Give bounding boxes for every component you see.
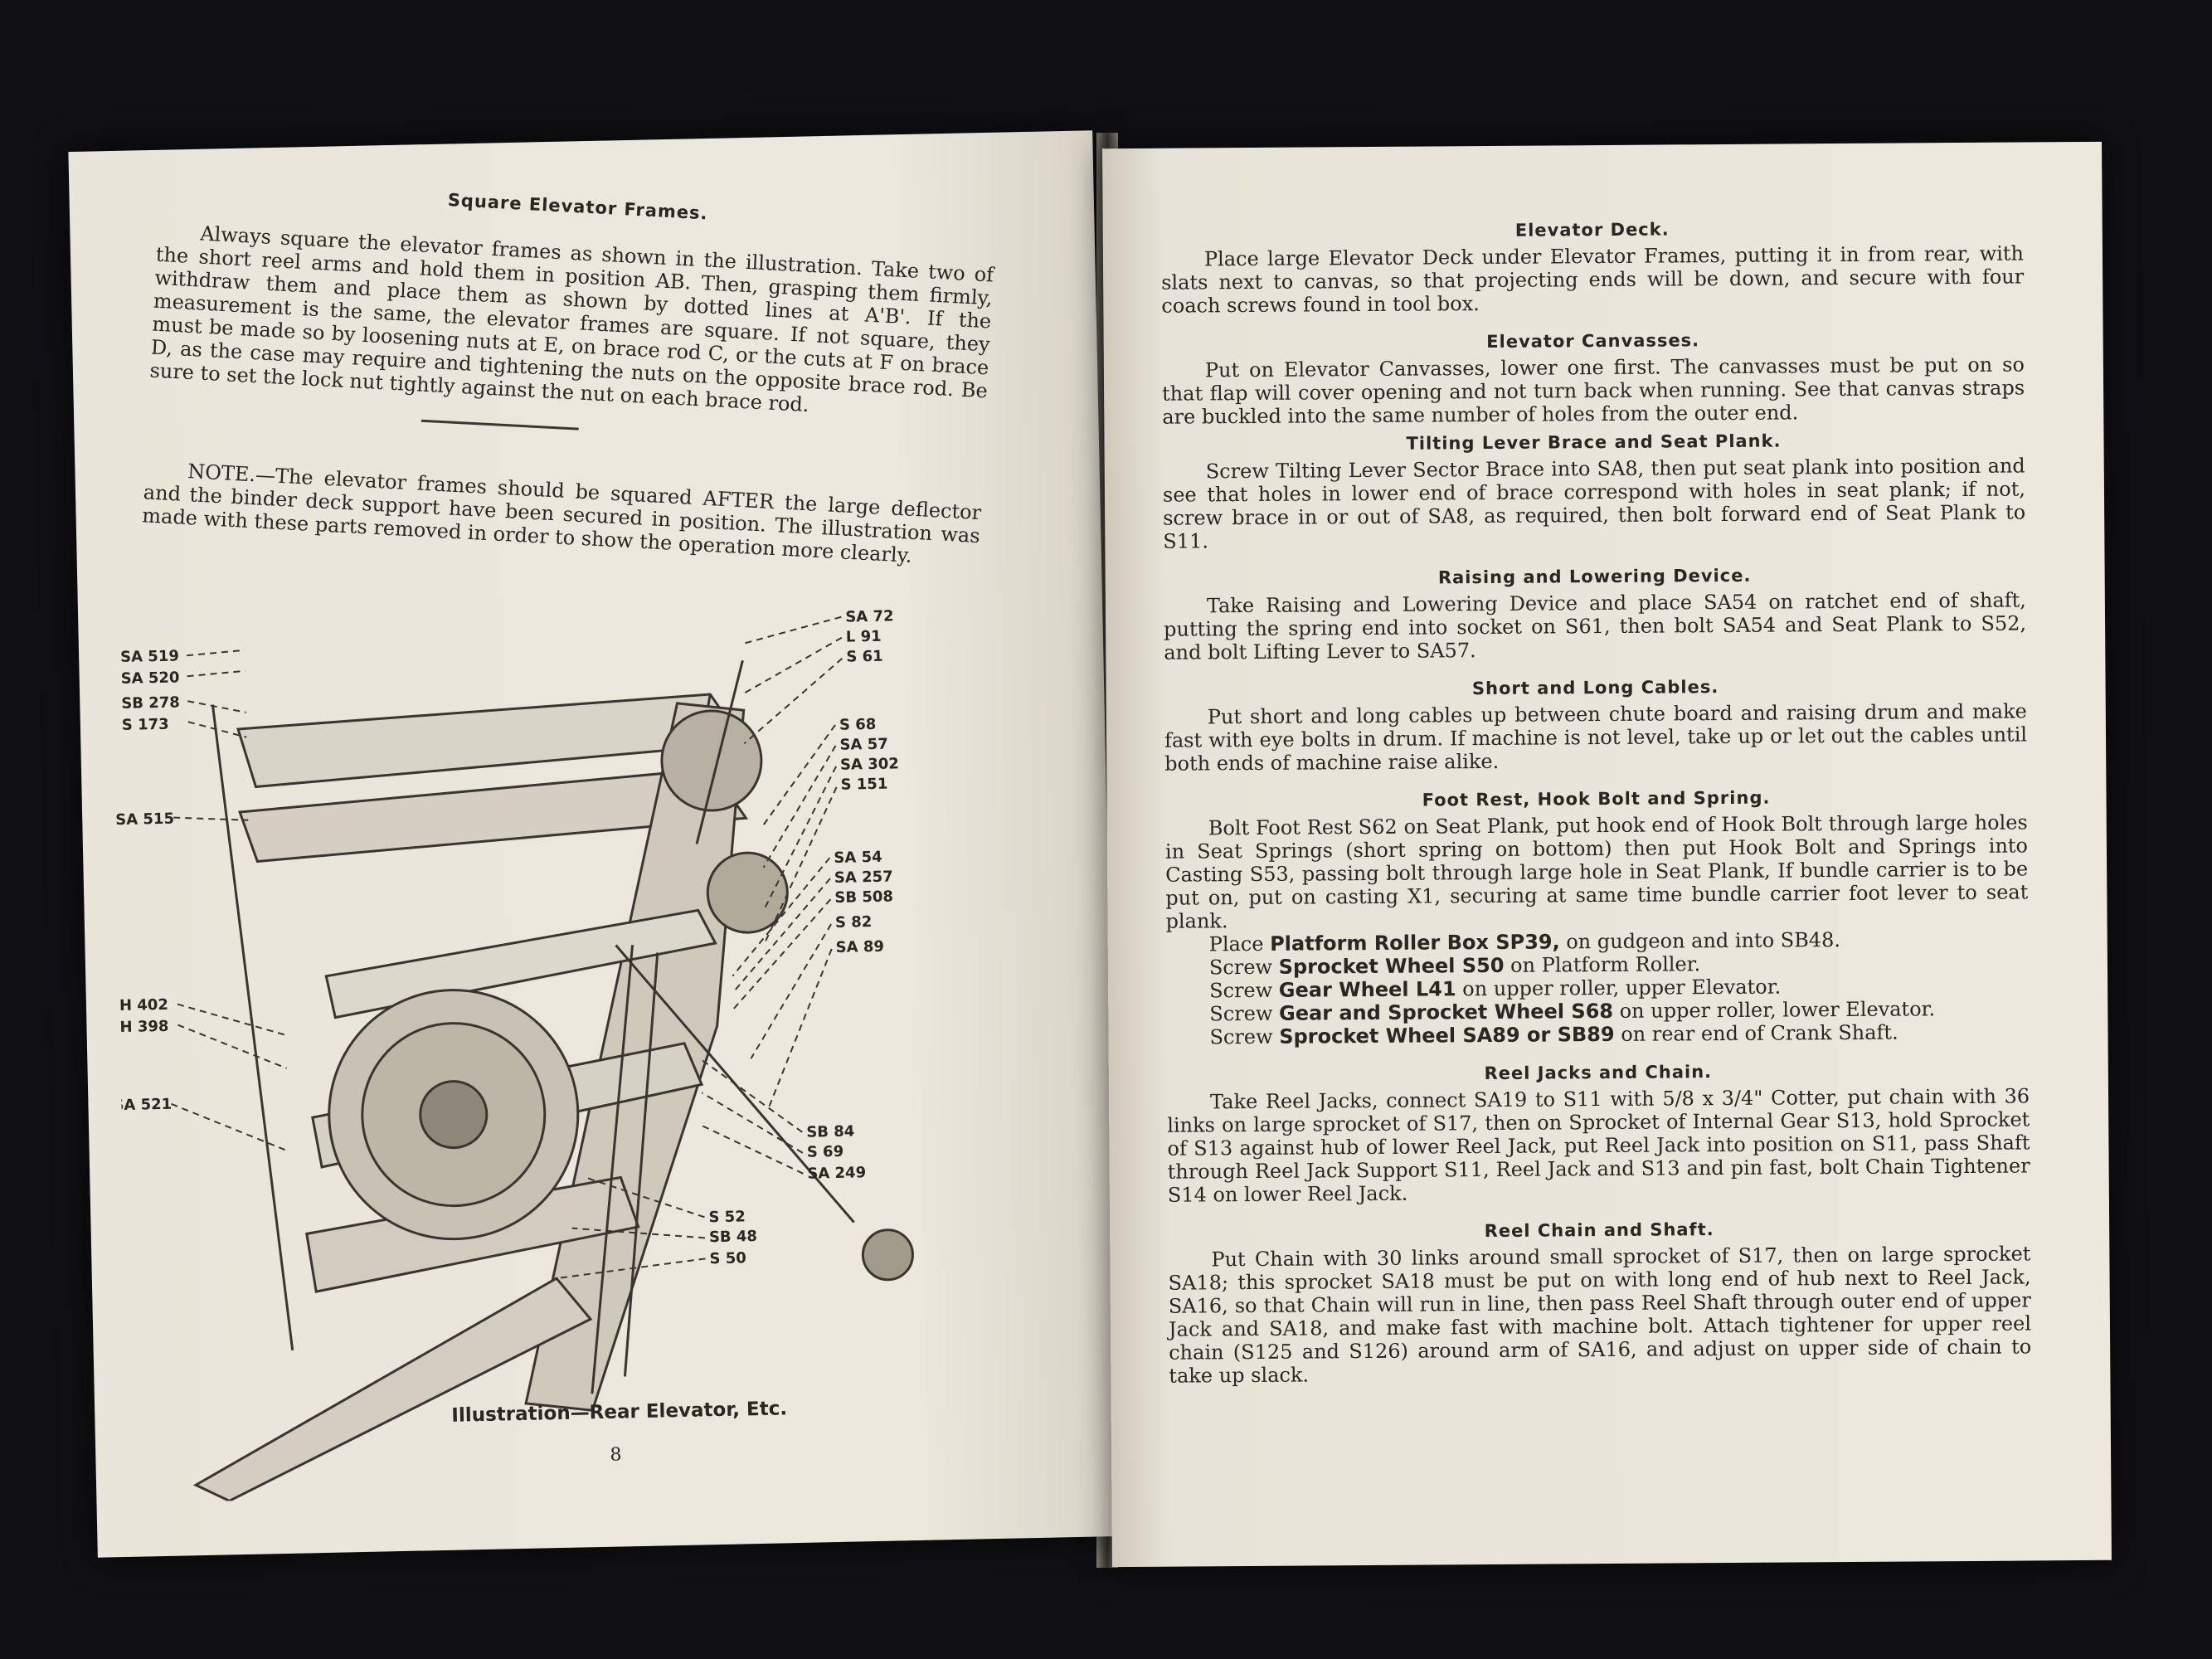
section-heading: Short and Long Cables.	[1471, 677, 1719, 699]
page-number: 8	[610, 1444, 622, 1466]
part-label: H 398	[119, 1017, 169, 1037]
section-text: Take Raising and Lowering Device and place SA54 on ratchet end of shaft, putting the spring end into socket on S61, then bolt SA54 and Seat Plank to S52, and bolt Lifting Lever to SA57.	[1163, 588, 2027, 664]
part-label: SA 72	[845, 607, 894, 626]
section-heading: Raising and Lowering Device.	[1437, 565, 1752, 588]
section-text: Take Reel Jacks, connect SA19 to S11 with 5/8 x 3/4" Cotter, put chain with 36 links on large sprocket of S17, then on Sprocket of Internal Gear S13, hold Sprocket of S13 against hub of lower Reel Jack, put Reel Jack into position on S11, pass Shaft through Reel Jack Support S11, Reel Jack and S13 and pin fast, bolt Chain Tightener S14 on lower Reel Jack.	[1167, 1084, 2030, 1207]
part-label: SA 521	[113, 1095, 173, 1115]
part-label: SB 508	[834, 888, 894, 907]
part-label: SA 57	[839, 735, 888, 754]
left-text-block	[142, 175, 997, 571]
part-label: SA 520	[120, 669, 180, 688]
section-text: Put short and long cables up between chute board and raising drum and make fast with eye bolts in drum. If machine is not level, take up or let out the cables until both ends of machine raise alike.	[1164, 699, 2028, 776]
note-paragraph: NOTE.—The elevator frames should be squared AFTER the large deflector and the binder deck support have been secured in position. The illustration was made with these parts removed in order to show the operation more clearly.	[141, 460, 982, 567]
part-label: S 82	[834, 913, 873, 932]
list-item: Place Platform Roller Box SP39, on gudgeon and into SB48.	[1208, 928, 1841, 956]
section-text: Put Chain with 30 links around small sprocket of S17, then on large sprocket SA18; this sprocket SA18 must be put on with long end of hub next to Reel Jack, SA16, so that Chain will run in line, then pass Reel Shaft through outer end of upper Jack and SA18, and make fast with machine bolt. Attach tightener for upper reel chain (S125 and S126) around arm of SA16, and adjust on upper side of chain to take up slack.	[1168, 1242, 2032, 1388]
part-label: SA 54	[834, 848, 882, 867]
section-text: Place large Elevator Deck under Elevator Frames, putting it in from rear, with slats next to canvas, so that projecting ends will be down, and secure with four coach screws found in tool box.	[1161, 241, 2025, 318]
part-labels-left	[111, 647, 189, 1114]
list-item: Screw Gear and Sprocket Wheel S68 on upper roller, lower Elevator.	[1209, 997, 1936, 1026]
section-heading: Reel Jacks and Chain.	[1484, 1062, 1713, 1084]
part-label: SA 519	[119, 647, 180, 666]
section-text: Screw Tilting Lever Sector Brace into SA8, then put seat plank into position and see that holes in lower end of brace correspond with holes in seat plank; if not, screw brace in or out of SA8, as required, then bolt forward end of Seat Plank to S11.	[1162, 454, 2026, 553]
part-label: S 52	[708, 1208, 746, 1227]
left-paragraph: Always square the elevator frames as shown in the illustration. Take two of the short reel arms and hold them in position AB. Then, grasping them firmly, withdraw them and place them as shown by dotted lines at A'B'. If the measurement is the same, the elevator frames are square. If not square, they must be made so by loosening nuts at E, on brace rod C, or the cuts at F on brace D, as the case may require and tightening the nuts on the opposite brace rod. Be sure to set the lock nut tightly against the nut on each brace rod.	[148, 221, 994, 417]
section-heading: Foot Rest, Hook Bolt and Spring.	[1422, 787, 1771, 810]
part-label: SB 48	[708, 1228, 758, 1247]
section-text: Bolt Foot Rest S62 on Seat Plank, put hook end of Hook Bolt through large holes in Seat Springs (short spring on bottom) then put Hook Bolt and Springs into Casting S53, passing bolt through large hole in Seat Plank, If bundle carrier is to be put on, put on casting X1, securing at same time bundle carrier foot lever to seat plank.	[1164, 810, 2029, 933]
left-heading: Square Elevator Frames.	[447, 190, 709, 224]
part-label: S 69	[806, 1142, 844, 1161]
list-item: Screw Sprocket Wheel SA89 or SB89 on rear end of Crank Shaft.	[1209, 1020, 1898, 1049]
section-heading: Tilting Lever Brace and Seat Plank.	[1406, 431, 1782, 454]
divider-rule	[421, 420, 579, 431]
left-page	[68, 130, 1121, 1557]
part-label: SA 515	[115, 810, 175, 830]
part-label: S 173	[121, 715, 169, 734]
part-label: S 68	[839, 715, 877, 734]
part-label: SA 249	[807, 1164, 867, 1183]
section-text: Put on Elevator Canvasses, lower one first. The canvasses must be put on so that flap will cover opening and not turn back when running. See that canvas straps are buckled into the same number of holes from the outer end.	[1162, 353, 2025, 429]
illustration-caption: Illustration—Rear Elevator, Etc.	[451, 1398, 788, 1427]
part-label: L 91	[845, 627, 882, 646]
parts-list	[1209, 927, 2030, 1048]
right-page	[1102, 142, 2112, 1567]
part-label: SA 302	[839, 755, 900, 774]
section-heading: Elevator Canvasses.	[1486, 330, 1700, 352]
rear-elevator-illustration	[111, 590, 967, 1503]
part-label: S 61	[846, 647, 883, 666]
section-heading: Reel Chain and Shaft.	[1484, 1219, 1714, 1242]
section-heading: Elevator Deck.	[1514, 219, 1670, 241]
part-label: H 402	[119, 995, 169, 1015]
list-item: Screw Sprocket Wheel S50 on Platform Roller.	[1208, 952, 1701, 980]
part-label: SA 257	[834, 868, 893, 887]
right-text-block	[1161, 216, 2032, 1387]
part-label: S 151	[840, 775, 888, 794]
part-label: SA 89	[835, 937, 885, 956]
part-label: SB 278	[121, 693, 181, 713]
part-label: SB 84	[806, 1122, 855, 1141]
list-item: Screw Gear Wheel L41 on upper roller, upper Elevator.	[1209, 975, 1782, 1003]
part-label: S 50	[709, 1249, 746, 1268]
